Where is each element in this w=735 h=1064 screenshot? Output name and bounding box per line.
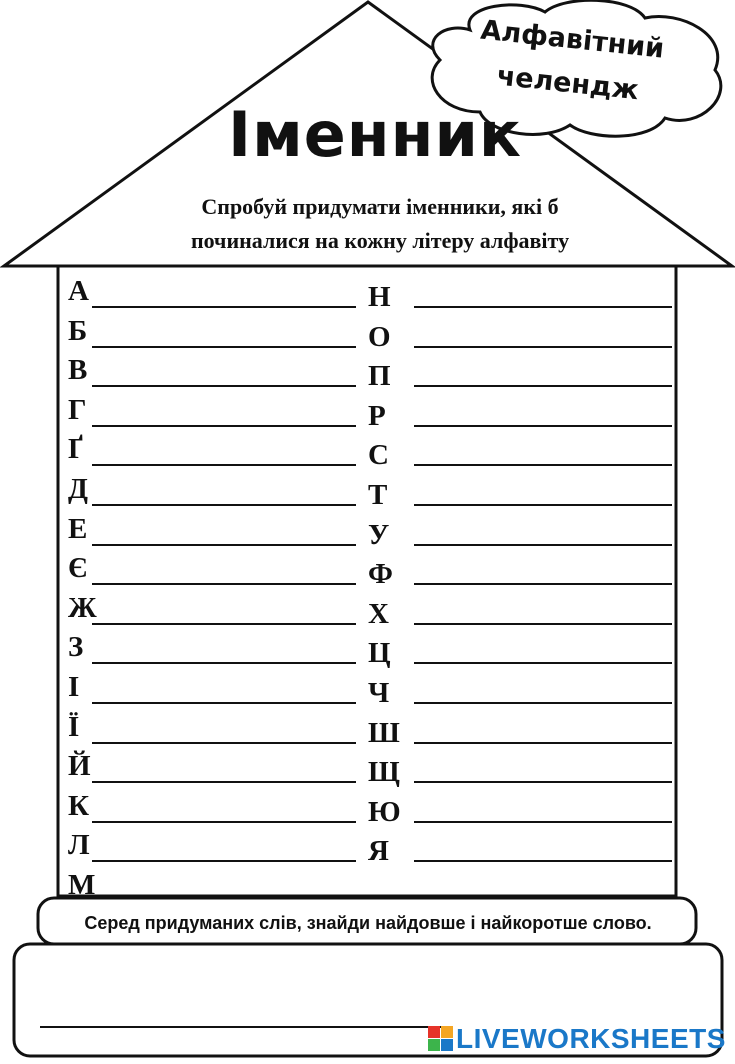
- answer-write-line[interactable]: [92, 504, 356, 506]
- answer-write-line[interactable]: [414, 860, 672, 862]
- letter-label: З: [68, 631, 84, 664]
- letter-label: Ґ: [68, 433, 84, 466]
- answer-write-line[interactable]: [414, 306, 672, 308]
- answer-write-line[interactable]: [414, 385, 672, 387]
- page-title: Іменник: [228, 98, 522, 171]
- letter-label: Ф: [368, 558, 393, 591]
- letter-label: Ч: [368, 677, 390, 709]
- brand-watermark: [428, 1022, 726, 1056]
- brand-logo-square: [441, 1039, 453, 1051]
- answer-write-line[interactable]: [92, 662, 356, 664]
- answer-write-line[interactable]: [92, 464, 356, 466]
- answer-write-line[interactable]: [414, 544, 672, 546]
- letter-label: У: [368, 518, 390, 551]
- answer-write-line[interactable]: [414, 742, 672, 744]
- letter-label: Е: [68, 512, 88, 545]
- letter-label: Ж: [68, 591, 97, 624]
- answer-write-line[interactable]: [92, 742, 356, 744]
- brand-logo-square: [428, 1039, 440, 1051]
- letter-label: С: [368, 439, 389, 472]
- answer-line[interactable]: [40, 1026, 450, 1028]
- letter-label: Х: [368, 597, 389, 630]
- brand-logo-icon: [428, 1026, 454, 1052]
- letter-label: Т: [368, 479, 388, 511]
- brand-logo-square: [428, 1026, 440, 1038]
- answer-write-line[interactable]: [414, 623, 672, 625]
- letter-label: Н: [368, 281, 391, 313]
- letter-label: А: [68, 275, 89, 307]
- letter-label: Л: [68, 829, 90, 862]
- answer-write-line[interactable]: [414, 583, 672, 585]
- answer-write-line[interactable]: [92, 544, 356, 546]
- answer-write-line[interactable]: [414, 821, 672, 823]
- answer-write-line[interactable]: [92, 583, 356, 585]
- letter-label: Щ: [368, 756, 400, 789]
- letter-label: Є: [68, 552, 88, 585]
- letter-label: І: [68, 671, 80, 703]
- answer-write-line[interactable]: [92, 702, 356, 704]
- letter-label: Я: [368, 835, 389, 868]
- answer-write-line[interactable]: [92, 860, 356, 862]
- letter-label: Г: [68, 393, 87, 426]
- answer-write-line[interactable]: [414, 425, 672, 427]
- cloud-line-1: Алфавітний: [479, 14, 666, 65]
- letter-label: Ц: [368, 637, 391, 670]
- brand-logo-square: [441, 1026, 453, 1038]
- answer-write-line[interactable]: [92, 385, 356, 387]
- letter-label: Б: [68, 314, 88, 347]
- answer-write-line[interactable]: [414, 662, 672, 664]
- answer-write-line[interactable]: [414, 504, 672, 506]
- letter-label: О: [368, 320, 391, 353]
- answer-write-line[interactable]: [92, 425, 356, 427]
- instruction-text: [120, 190, 640, 258]
- instruction-line-1: Спробуй придумати іменники, які б: [201, 194, 559, 219]
- answer-write-line[interactable]: [92, 306, 356, 308]
- answer-write-line[interactable]: [414, 702, 672, 704]
- cloud-line-2: челендж: [495, 60, 641, 107]
- letter-label: Д: [68, 473, 88, 505]
- letter-label: Й: [68, 750, 91, 783]
- letter-label: Ш: [368, 716, 400, 749]
- answer-write-line[interactable]: [414, 781, 672, 783]
- letter-label: Ю: [368, 795, 401, 828]
- letter-label: Р: [368, 399, 386, 432]
- letter-label: Ї: [68, 710, 80, 743]
- instruction-line-2: починалися на кожну літеру алфавіту: [190, 228, 570, 253]
- answer-write-line[interactable]: [414, 346, 672, 348]
- answer-write-line[interactable]: [414, 464, 672, 466]
- bottom-task-text: Серед придуманих слів, знайди найдовше і найкоротше слово.: [84, 913, 652, 933]
- answer-write-line[interactable]: [92, 821, 356, 823]
- answer-write-line[interactable]: [92, 346, 356, 348]
- letter-label: К: [68, 789, 90, 822]
- letter-label: П: [368, 360, 391, 393]
- letter-label: В: [68, 354, 88, 387]
- answer-write-line[interactable]: [92, 781, 356, 783]
- answer-write-line[interactable]: [92, 623, 356, 625]
- letter-label: М: [68, 869, 96, 901]
- brand-text: LIVEWORKSHEETS: [456, 1023, 726, 1054]
